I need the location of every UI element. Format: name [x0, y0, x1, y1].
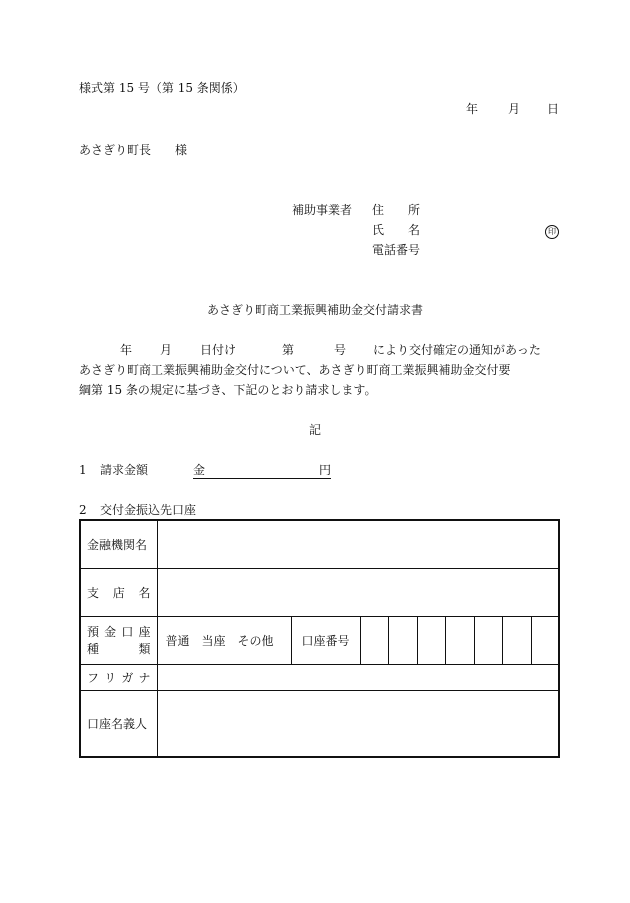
amount-en: 円 — [318, 463, 331, 477]
furigana-char: リ — [104, 670, 117, 685]
body-line3: 綱第 15 条の規定に基づき、下記のとおり請求します。 — [79, 383, 377, 397]
ki-heading: 記 — [308, 423, 321, 437]
body-number-prefix: 第 — [282, 343, 295, 357]
holder-field[interactable] — [157, 690, 559, 757]
account-digit-box[interactable] — [502, 616, 531, 664]
body-date-year: 年 — [120, 343, 133, 357]
furigana-char: ナ — [138, 670, 151, 685]
branch-label-char: 店 — [112, 585, 125, 600]
bank-name-field[interactable] — [157, 520, 559, 568]
account-type-char: 類 — [138, 642, 151, 656]
account-type-label-line1 — [81, 623, 157, 640]
account-type-label-line2 — [81, 640, 157, 657]
account-type-options[interactable]: 普通 当座 その他 — [157, 616, 291, 664]
account-type-char: 金 — [104, 625, 117, 639]
account-number-label: 口座番号 — [291, 616, 360, 664]
item2-number: 2 — [79, 503, 87, 517]
document-title: あさぎり町商工業振興補助金交付請求書 — [206, 303, 423, 317]
account-type-char: 種 — [87, 642, 100, 656]
addressee: あさぎり町長 様 — [79, 143, 188, 157]
account-type-label-cell — [80, 616, 157, 664]
name-label: 氏 名 — [372, 223, 421, 237]
body-number-suffix: 号 — [334, 343, 347, 357]
branch-label-char: 支 — [87, 585, 100, 600]
account-digit-box[interactable] — [531, 616, 559, 664]
body-date-day: 日付け — [200, 343, 237, 357]
account-digit-box[interactable] — [445, 616, 474, 664]
bank-name-label: 金融機関名 — [80, 520, 157, 568]
phone-label: 電話番号 — [372, 243, 421, 257]
furigana-field[interactable] — [157, 664, 559, 690]
date-month-label: 月 — [508, 102, 521, 116]
branch-label-char: 名 — [138, 585, 151, 600]
body-date-month: 月 — [160, 343, 173, 357]
applicant-role-label: 補助事業者 — [292, 203, 353, 217]
seal-mark: 印 — [545, 225, 559, 239]
item1-number: 1 — [79, 463, 87, 477]
branch-field[interactable] — [157, 568, 559, 616]
body-line1-text: により交付確定の通知があった — [373, 343, 541, 357]
bank-name-row — [80, 520, 559, 568]
bank-account-table — [79, 519, 560, 758]
furigana-label — [81, 669, 157, 686]
date-year-label: 年 — [466, 102, 479, 116]
holder-row — [80, 690, 559, 757]
account-digit-box[interactable] — [388, 616, 417, 664]
form-number: 様式第 15 号（第 15 条関係） — [79, 81, 245, 95]
holder-label: 口座名義人 — [80, 690, 157, 757]
item1-label: 請求金額 — [100, 463, 149, 477]
amount-kin: 金 — [193, 463, 206, 477]
furigana-char: フ — [87, 670, 100, 685]
date-day-label: 日 — [547, 102, 560, 116]
account-digit-box[interactable] — [417, 616, 445, 664]
branch-label-cell — [80, 568, 157, 616]
branch-row — [80, 568, 559, 616]
furigana-row — [80, 664, 559, 690]
branch-label — [81, 584, 157, 601]
account-type-char: 口 — [121, 625, 134, 639]
account-digit-box[interactable] — [360, 616, 388, 664]
item2-label: 交付金振込先口座 — [100, 503, 197, 517]
account-digit-box[interactable] — [474, 616, 502, 664]
furigana-label-cell — [80, 664, 157, 690]
account-type-char: 預 — [87, 625, 100, 639]
furigana-char: ガ — [121, 670, 134, 685]
body-line2: あさぎり町商工業振興補助金交付について、あさぎり町商工業振興補助金交付要 — [79, 363, 511, 377]
account-type-char: 座 — [138, 625, 151, 639]
address-label: 住 所 — [372, 203, 421, 217]
amount-line — [193, 462, 331, 479]
account-type-row — [80, 616, 559, 664]
